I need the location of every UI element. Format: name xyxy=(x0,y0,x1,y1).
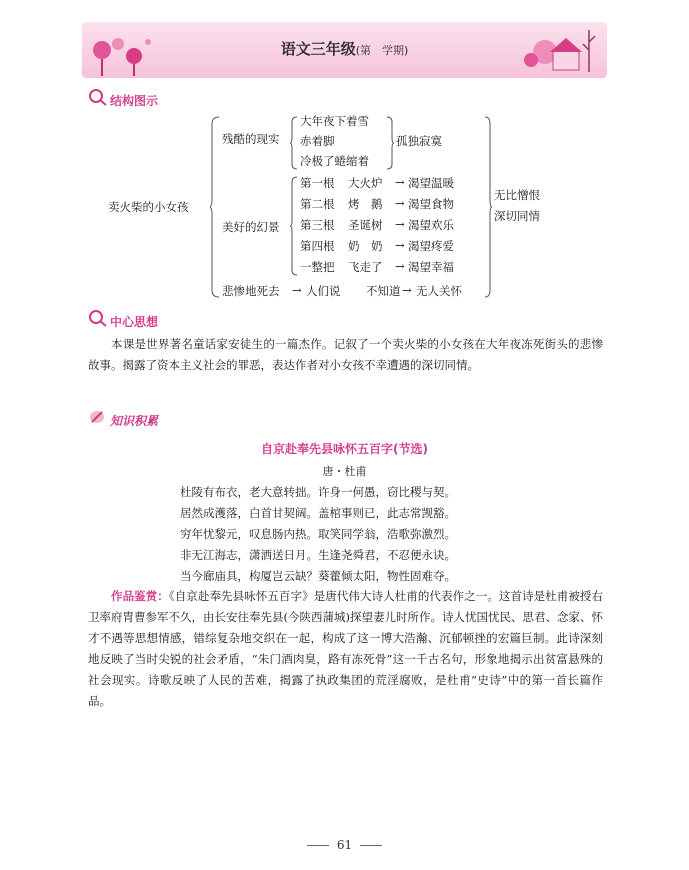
dream-thing: 大火炉 xyxy=(348,176,383,190)
structure-heading: 结构图示 xyxy=(110,92,158,109)
magnifier-icon xyxy=(88,88,108,106)
reality-item: 赤着脚 xyxy=(300,134,335,148)
dream-wish: 渴望疼爱 xyxy=(408,239,454,253)
end-label: 悲惨地死去 xyxy=(222,284,280,298)
poem-line: 非无江海志，潇洒送日月。生逢尧舜君，不忍便永诀。 xyxy=(180,548,456,562)
feeling-item: 深切同情 xyxy=(494,209,540,223)
reality-item: 大年夜下着雪 xyxy=(300,114,369,128)
dream-brace xyxy=(290,176,298,276)
reality-label: 残酷的现实 xyxy=(222,132,280,146)
magnifier-icon xyxy=(88,309,108,327)
end-unknown: 不知道 xyxy=(366,284,401,298)
dream-thing: 奶 奶 xyxy=(348,239,383,253)
reality-result: 孤独寂寞 xyxy=(396,134,442,148)
dream-count: 第四根 xyxy=(300,239,335,253)
header-title: 语文三年级(第 学期) xyxy=(280,40,409,58)
arrow-icon: → xyxy=(395,238,405,252)
feeling-item: 无比憎恨 xyxy=(494,188,540,202)
dream-wish: 渴望幸福 xyxy=(408,260,454,274)
end-result: 无人关怀 xyxy=(416,284,462,298)
dream-count: 第二根 xyxy=(300,197,335,211)
arrow-icon: → xyxy=(395,175,405,189)
dream-wish: 渴望欢乐 xyxy=(408,218,454,232)
appreciation-text: 作品鉴赏：《自京赴奉先县咏怀五百字》是唐代伟大诗人杜甫的代表作之一。这首诗是杜甫被授右卫率府胄曹参军不久，由长安往奉先县(今陕西蒲城)探望妻儿时所作。诗人忧国忧民、思君、念家、怀才不遇等思想情感，错综复杂地交织在一起，构成了这一博大浩瀚、沉郁顿挫的宏篇巨制。此诗深刻地反映了当时尖锐的社会矛盾，“朱门酒肉臭，路有冻死骨”这一千古名句，形象地揭示出贫富悬殊的社会现实。诗歌反映了人民的苦难，揭露了执政集团的荒淫腐败，是杜甫“史诗”中的第一首长篇作品。 xyxy=(88,589,603,708)
poem-line: 当今廊庙具，构厦岂云缺？葵藿倾太阳，物性固难夺。 xyxy=(180,569,456,583)
poem-line: 杜陵有布衣，老大意转拙。许身一何愚，窃比稷与契。 xyxy=(180,485,456,499)
root-brace xyxy=(210,116,220,298)
poem-title: 自京赴奉先县咏怀五百字(节选) xyxy=(261,442,428,456)
reality-brace xyxy=(290,116,298,170)
arrow-icon: → xyxy=(395,217,405,231)
structure-root: 卖火柴的小女孩 xyxy=(108,200,189,214)
dream-thing: 烤 鹅 xyxy=(348,197,383,211)
dream-wish: 渴望食物 xyxy=(408,197,454,211)
dream-wish: 渴望温暖 xyxy=(408,176,454,190)
dream-count: 第一根 xyxy=(300,176,335,190)
end-people: 人们说 xyxy=(306,284,341,298)
poem-author: 唐・杜甫 xyxy=(322,465,367,478)
knowledge-heading: 知识积累 xyxy=(110,412,158,429)
central-heading: 中心思想 xyxy=(110,313,158,330)
dream-count: 一整把 xyxy=(300,260,335,274)
central-text: 本课是世界著名童话家安徒生的一篇杰作。记叙了一个卖火柴的小女孩在大年夜冻死街头的悲惨故事。揭露了资本主义社会的罪恶，表达作者对小女孩不幸遭遇的深切同情。 xyxy=(88,337,603,372)
dream-thing: 圣诞树 xyxy=(348,218,383,232)
arrow-icon: → xyxy=(395,259,405,273)
pen-icon xyxy=(88,408,108,426)
reality-close-brace xyxy=(386,116,394,170)
dream-label: 美好的幻景 xyxy=(222,220,280,234)
poem-line: 居然成濩落，白首甘契阔。盖棺事则已，此志常觊豁。 xyxy=(180,506,456,520)
arrow-icon: → xyxy=(395,196,405,210)
feeling-brace xyxy=(484,116,492,298)
arrow-icon: → xyxy=(402,283,412,297)
poem-line: 穷年忧黎元，叹息肠内热。取笑同学翁，浩歌弥激烈。 xyxy=(180,527,456,541)
arrow-icon: → xyxy=(292,283,302,297)
appreciation-label: 作品鉴赏： xyxy=(111,589,169,603)
page-number: 61 xyxy=(0,838,689,852)
dream-thing: 飞走了 xyxy=(348,260,383,274)
header-banner xyxy=(82,22,607,78)
reality-item: 冷极了蜷缩着 xyxy=(300,154,369,168)
dream-count: 第三根 xyxy=(300,218,335,232)
